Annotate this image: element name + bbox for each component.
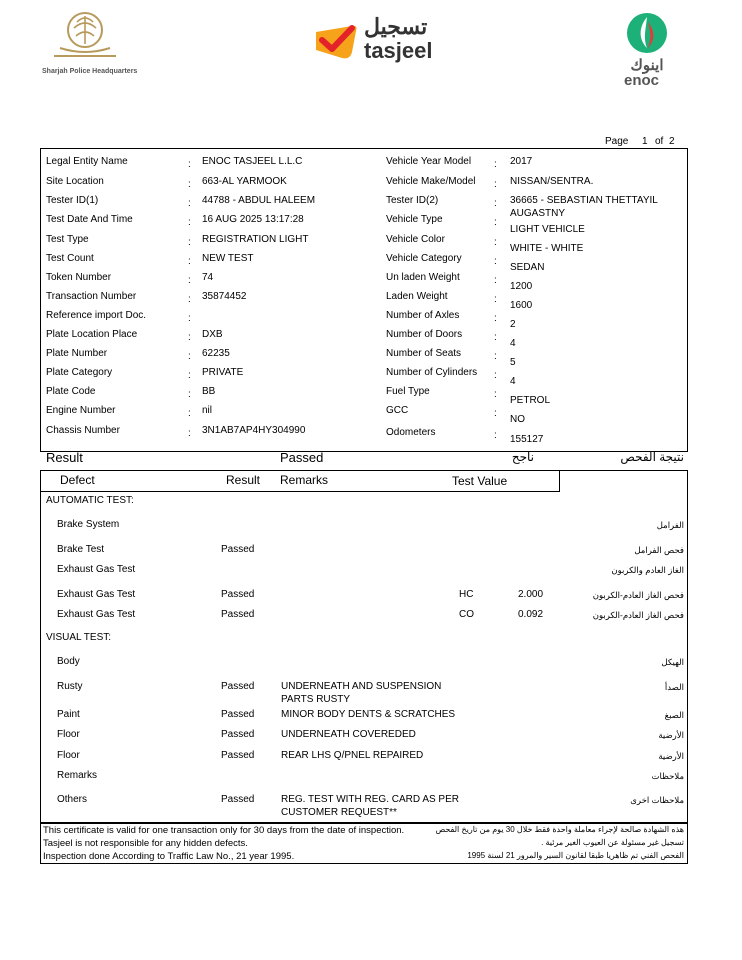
right-field-colon: :: [494, 370, 497, 381]
right-field-label: Number of Cylinders: [386, 367, 478, 378]
result-label: Result: [46, 450, 83, 465]
defect-name-arabic: الأرضية: [658, 751, 684, 761]
header-test-value: Test Value: [452, 474, 508, 488]
right-field-colon: :: [494, 313, 497, 324]
right-field-value: 155127: [510, 434, 544, 445]
defect-name-arabic: فحص الغاز العادم-الكربون: [592, 610, 684, 620]
left-field-value: BB: [202, 386, 216, 397]
defect-name-arabic: الصبغ: [664, 710, 684, 720]
defect-result: Passed: [221, 729, 255, 740]
defect-result: Passed: [221, 750, 255, 761]
enoc-arabic: اينوك: [630, 57, 664, 74]
left-field-value: 3N1AB7AP4HY304990: [202, 425, 306, 436]
left-field-label: Site Location: [46, 176, 104, 187]
right-field-colon: :: [494, 294, 497, 305]
right-field-colon: :: [494, 198, 497, 209]
left-field-colon: :: [188, 351, 191, 362]
defect-name: Exhaust Gas Test: [57, 589, 136, 600]
defect-name-arabic: الصدأ: [664, 682, 684, 692]
defect-name-arabic: ملاحظات: [651, 771, 684, 781]
defect-name: Body: [57, 656, 80, 667]
left-field-colon: :: [188, 313, 191, 324]
left-field-value: REGISTRATION LIGHT: [202, 234, 309, 245]
right-field-value: 1600: [510, 300, 533, 311]
left-field-label: Reference import Doc.: [46, 310, 147, 321]
left-field-label: Plate Code: [46, 386, 96, 397]
police-emblem-icon: [40, 6, 130, 68]
defect-name: Floor: [57, 750, 80, 761]
right-field-label: Number of Axles: [386, 310, 460, 321]
right-field-colon: :: [494, 430, 497, 441]
right-field-value: AUGASTNY: [510, 208, 566, 219]
left-field-label: Legal Entity Name: [46, 156, 128, 167]
defect-name-arabic: فحص الغاز العادم-الكربون: [592, 590, 684, 600]
defect-name: Floor: [57, 729, 80, 740]
left-field-label: Plate Number: [46, 348, 108, 359]
left-field-label: Plate Location Place: [46, 329, 138, 340]
right-field-colon: :: [494, 351, 497, 362]
left-field-value: PRIVATE: [202, 367, 244, 378]
defect-name: Rusty: [57, 681, 83, 692]
right-field-value: 5: [510, 357, 516, 368]
right-field-value: NISSAN/SENTRA.: [510, 176, 594, 187]
left-field-colon: :: [188, 179, 191, 190]
left-field-label: Test Count: [46, 253, 94, 264]
defect-remark: UNDERNEATH COVEREDED: [281, 729, 416, 740]
right-field-value: SEDAN: [510, 262, 545, 273]
right-field-value: 36665 - SEBASTIAN THETTAYIL: [510, 195, 658, 206]
defect-remark-2: CUSTOMER REQUEST**: [281, 807, 397, 818]
test-value-code: CO: [459, 609, 474, 620]
left-field-value: 663-AL YARMOOK: [202, 176, 287, 187]
right-field-colon: :: [494, 217, 497, 228]
left-field-colon: :: [188, 370, 191, 381]
right-field-value: NO: [510, 414, 525, 425]
defect-name-arabic: الأرضية: [658, 730, 684, 740]
defect-name-arabic: الفرامل: [656, 520, 684, 530]
defect-result: Passed: [221, 609, 255, 620]
footer-line-2: Tasjeel is not responsible for any hidden defects.: [43, 838, 248, 849]
vehicle-info-box: [40, 148, 688, 452]
defect-name: Remarks: [57, 770, 98, 781]
right-field-label: Odometers: [386, 427, 436, 438]
right-field-label: Vehicle Category: [386, 253, 462, 264]
left-field-value: ENOC TASJEEL L.L.C: [202, 156, 303, 167]
footer-arabic-2: تسجيل غير مسئولة عن العيوب الغير مرئية .: [541, 838, 684, 847]
left-field-colon: :: [188, 237, 191, 248]
sharjah-police-logo: [40, 6, 138, 84]
page-label: Page: [605, 136, 629, 147]
defect-result: Passed: [221, 589, 255, 600]
defect-result: Passed: [221, 709, 255, 720]
left-field-value: nil: [202, 405, 213, 416]
right-field-label: Vehicle Year Model: [386, 156, 472, 167]
left-field-colon: :: [188, 428, 191, 439]
right-field-label: Vehicle Type: [386, 214, 443, 225]
left-field-label: Test Date And Time: [46, 214, 133, 225]
left-field-label: Chassis Number: [46, 425, 120, 436]
right-field-colon: :: [494, 256, 497, 267]
footer-arabic-3: الفحص الفني تم ظاهريا طبقا لقانون السير والمرور 21 لسنة 1995: [467, 851, 684, 860]
right-field-value: WHITE - WHITE: [510, 243, 584, 254]
left-field-colon: :: [188, 198, 191, 209]
right-field-colon: :: [494, 275, 497, 286]
right-field-label: Fuel Type: [386, 386, 430, 397]
left-field-colon: :: [188, 217, 191, 228]
right-field-label: Vehicle Make/Model: [386, 176, 476, 187]
right-field-label: Laden Weight: [386, 291, 448, 302]
police-caption: Sharjah Police Headquarters: [42, 68, 138, 75]
defect-name: Brake Test: [57, 544, 105, 555]
defect-name: Others: [57, 794, 88, 805]
footer-line-1: This certificate is valid for one transaction only for 30 days from the date of inspection.: [43, 825, 405, 836]
result-value-arabic: ناجح: [511, 450, 534, 464]
left-field-colon: :: [188, 275, 191, 286]
defect-remark: REAR LHS Q/PNEL REPAIRED: [281, 750, 424, 761]
defect-name-arabic: الغاز العادم والكربون: [611, 565, 684, 575]
right-field-label: Number of Doors: [386, 329, 463, 340]
defect-remark: UNDERNEATH AND SUSPENSION: [281, 681, 442, 692]
result-value: Passed: [280, 450, 324, 465]
left-field-value: 74: [202, 272, 214, 283]
left-field-colon: :: [188, 256, 191, 267]
right-field-colon: :: [494, 179, 497, 190]
left-field-colon: :: [188, 389, 191, 400]
tasjeel-arabic: تسجيل: [364, 14, 428, 39]
left-field-label: Test Type: [46, 234, 89, 245]
header-result: Result: [226, 473, 261, 487]
header-remarks: Remarks: [280, 473, 329, 487]
defect-name-arabic: الهيكل: [661, 657, 684, 667]
defect-result: Passed: [221, 794, 255, 805]
left-field-value: DXB: [202, 329, 223, 340]
page-number: 1: [642, 136, 648, 147]
defect-remark-2: PARTS RUSTY: [281, 694, 351, 705]
defect-remark: REG. TEST WITH REG. CARD AS PER: [281, 794, 459, 805]
header-defect: Defect: [60, 473, 95, 487]
right-field-value: 4: [510, 376, 516, 387]
right-field-label: Tester ID(2): [386, 195, 439, 206]
left-field-value: 35874452: [202, 291, 247, 302]
right-field-colon: :: [494, 389, 497, 400]
footer-arabic-1: هذه الشهادة صالحة لإجراء معاملة واحدة فقط خلال 30 يوم من تاريخ الفحص: [435, 825, 684, 834]
footer-line-3: Inspection done According to Traffic Law No., 21 year 1995.: [43, 851, 295, 862]
left-field-value: 16 AUG 2025 13:17:28: [202, 214, 304, 225]
right-field-label: GCC: [386, 405, 409, 416]
right-field-value: 4: [510, 338, 516, 349]
defect-name-arabic: ملاحظات اخرى: [630, 795, 684, 805]
defect-name: Brake System: [57, 519, 120, 530]
tasjeel-logo: [312, 14, 452, 66]
defect-name: Exhaust Gas Test: [57, 609, 136, 620]
left-field-colon: :: [188, 408, 191, 419]
right-field-label: Vehicle Color: [386, 234, 445, 245]
defect-remark: MINOR BODY DENTS & SCRATCHES: [281, 709, 456, 720]
right-field-label: Number of Seats: [386, 348, 462, 359]
defect-name: VISUAL TEST:: [46, 632, 112, 643]
right-field-value: LIGHT VEHICLE: [510, 224, 585, 235]
enoc-latin: enoc: [624, 72, 660, 89]
right-field-value: 2: [510, 319, 516, 330]
defect-name: Paint: [57, 709, 80, 720]
right-field-colon: :: [494, 237, 497, 248]
result-label-arabic: نتيجة الفحص: [620, 450, 684, 464]
right-field-label: Un laden Weight: [386, 272, 460, 283]
tasjeel-latin: tasjeel: [364, 38, 433, 63]
left-field-colon: :: [188, 159, 191, 170]
left-field-label: Plate Category: [46, 367, 113, 378]
enoc-drop-icon: [626, 12, 668, 54]
defect-name: AUTOMATIC TEST:: [46, 495, 134, 506]
enoc-logo: [618, 12, 678, 92]
defect-result: Passed: [221, 544, 255, 555]
left-field-value: 62235: [202, 348, 230, 359]
right-field-value: 1200: [510, 281, 533, 292]
left-field-label: Tester ID(1): [46, 195, 99, 206]
left-field-value: NEW TEST: [202, 253, 254, 264]
right-field-colon: :: [494, 408, 497, 419]
test-value-number: 0.092: [518, 609, 544, 620]
right-field-colon: :: [494, 159, 497, 170]
left-field-colon: :: [188, 332, 191, 343]
left-field-colon: :: [188, 294, 191, 305]
page-of: of: [655, 136, 664, 147]
defect-result: Passed: [221, 681, 255, 692]
left-field-label: Token Number: [46, 272, 112, 283]
test-value-number: 2.000: [518, 589, 544, 600]
tasjeel-checkmark-icon: [312, 22, 360, 62]
left-field-label: Transaction Number: [46, 291, 137, 302]
right-field-value: 2017: [510, 156, 533, 167]
test-value-code: HC: [459, 589, 474, 600]
defect-name-arabic: فحص الفرامل: [634, 545, 684, 555]
page-total: 2: [669, 136, 675, 147]
defect-name: Exhaust Gas Test: [57, 564, 136, 575]
right-field-colon: :: [494, 332, 497, 343]
left-field-label: Engine Number: [46, 405, 116, 416]
right-field-value: PETROL: [510, 395, 551, 406]
left-field-value: 44788 - ABDUL HALEEM: [202, 195, 316, 206]
